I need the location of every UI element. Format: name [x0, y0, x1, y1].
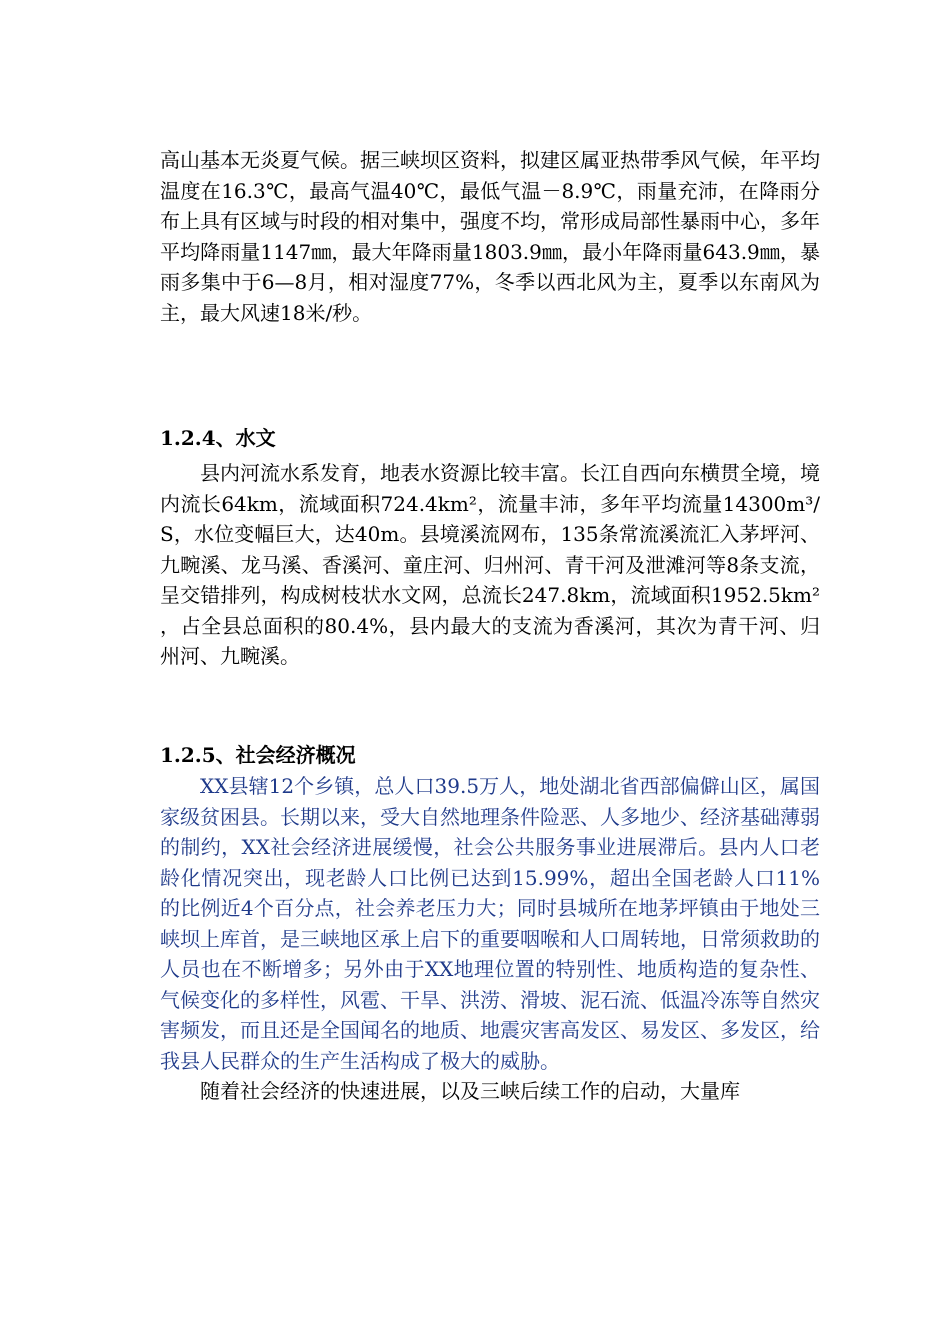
section-heading-economy: 1.2.5、社会经济概况 [160, 743, 356, 767]
economy-paragraph-2: 随着社会经济的快速进展，以及三峡后续工作的启动，大量库 [200, 1079, 740, 1103]
climate-text-block [160, 145, 820, 328]
hydrology-paragraph: 县内河流水系发育，地表水资源比较丰富。长江自西向东横贯全境，境内流长64km，流域面积724.4km²，流量丰沛，多年平均流量14300m³/S，水位变幅巨大，达40m。县境溪流网布，135条常流溪流汇入茅坪河、九畹溪、龙马溪、香溪河、童庄河、归州河、青干河及泄滩河等8条支流，呈交错排列，构成树枝状水文网，总流长247.8km，流域面积1952.5km²，占全县总面积的80.4%，县内最大的支流为香溪河，其次为青干河、归州河、九畹溪。 [160, 461, 820, 668]
hydrology-text-block [160, 458, 820, 672]
climate-paragraph: 高山基本无炎夏气候。据三峡坝区资料，拟建区属亚热带季风气候，年平均温度在16.3℃，最高气温40℃，最低气温－8.9℃，雨量充沛，在降雨分布上具有区域与时段的相对集中，强度不均，常形成局部性暴雨中心，多年平均降雨量1147㎜，最大年降雨量1803.9㎜，最小年降雨量643.9㎜，暴雨多集中于6—8月，相对湿度77%，冬季以西北风为主，夏季以东南风为主，最大风速18米/秒。 [160, 148, 820, 325]
economy-paragraph-1: XX县辖12个乡镇，总人口39.5万人，地处湖北省西部偏僻山区，属国家级贫困县。长期以来，受大自然地理条件险恶、人多地少、经济基础薄弱的制约，XX社会经济进展缓慢，社会公共服务事业进展滞后。县内人口老龄化情况突出，现老龄人口比例已达到15.99%，超出全国老龄人口11%的比例近4个百分点，社会养老压力大；同时县城所在地茅坪镇由于地处三峡坝上库首，是三峡地区承上启下的重要咽喉和人口周转地，日常须救助的人员也在不断增多；另外由于XX地理位置的特别性、地质构造的复杂性、气候变化的多样性，风雹、干旱、洪涝、滑坡、泥石流、低温冷冻等自然灾害频发，而且还是全国闻名的地质、地震灾害高发区、易发区、多发区，给我县人民群众的生产生活构成了极大的威胁。 [160, 774, 820, 1073]
section-heading-hydrology: 1.2.4、水文 [160, 426, 276, 450]
economy-text-block [160, 771, 820, 1107]
